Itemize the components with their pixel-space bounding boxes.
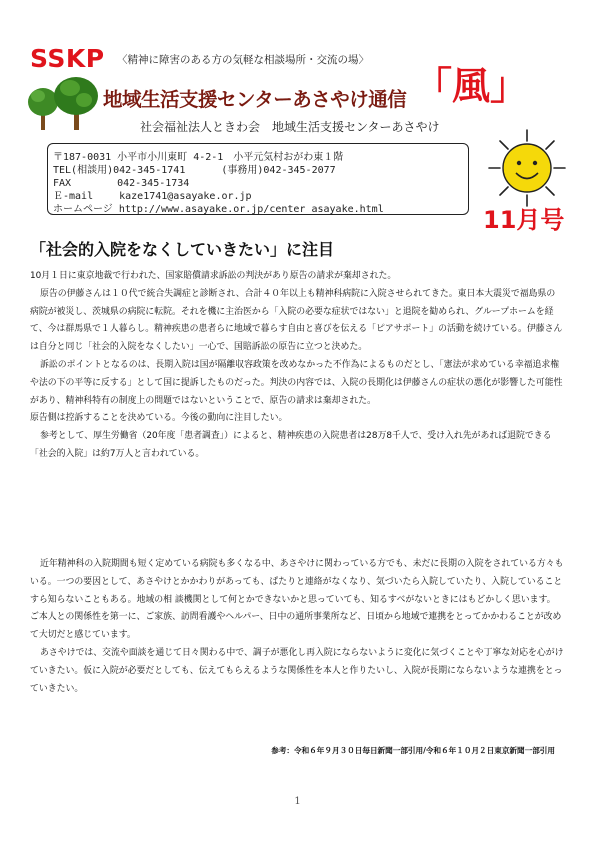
paragraph: 原告側は控訴することを決めている。今後の動向に注目したい。 bbox=[30, 413, 288, 424]
paragraph: 参考として、厚生労働省（20年度「患者調査」）によると、精神疾患の入院患者は28万8千人で、受け入れ先があれば退院できる「社会的入院」は約7万人と言われている。 bbox=[30, 431, 552, 459]
paragraph: 10月１日に東京地裁で行われた、国家賠償請求訴訟の判決があり原告の請求が棄却された。 bbox=[30, 271, 397, 281]
article-body-part1 bbox=[30, 268, 564, 464]
newsletter-name: 「風」 bbox=[414, 64, 529, 108]
article-body-part2 bbox=[30, 556, 564, 698]
paragraph: あさやけでは、交流や面談を通じて日々関わる中で、調子が悪化し再入院にならないように変化に気づくことや丁寧な対応を心がけていきたい。仮に入院が必要だとしても、伝えてもらえるような関係性を本人と作りたいし、入院が長期にならないような連携をとっていきたい。 bbox=[30, 647, 564, 694]
sskp-logo: SSKP bbox=[30, 44, 105, 73]
paragraph: 近年精神科の入院期間も短く定めている病院も多くなる中、あさやけに関わっている方でも、未だに長期の入院をされている方々もいる。一つの要因として、あさやけとかかわりがあっても、ぱたりと連絡がなくなり、気づいたら入院していたり、入院していることすら知らないこともある。地域の相 談機関として何とかできないかと思っていても、知るすべがないときにはもどかしく思います。ご本人との関係性を第一に、ご家族、訪問看護やヘルパー、日中の通所事業所など、日頃から地域で連携をとってかかわることが改めて大切だと感じています。 bbox=[30, 559, 564, 641]
address-line: 〒187-0031 小平市小川東町 4-2-1 小平元気村おがわ東１階 bbox=[53, 152, 344, 163]
email-line: Ｅ-mail kaze1741@asayake.or.jp bbox=[53, 191, 252, 202]
trees-icon bbox=[26, 76, 100, 132]
newsletter-title: 地域生活支援センターあさやけ通信 bbox=[103, 88, 407, 111]
paragraph: 訴訟のポイントとなるのは、長期入院は国が隔離収容政策を改めなかった不作為によるものだとし、「憲法が求めている幸福追求権や法の下の平等に反する」として国に提訴したものだった。判決の内容では、入院の長期化は伊藤さんの症状の悪化が影響した可能性があり、精神科特有の制度上の問題ではないということで、原告の請求は棄却された。 bbox=[30, 359, 563, 406]
organization-name: 社会福祉法人ときわ会 地域生活支援センターあさやけ bbox=[140, 120, 440, 134]
phone-line: TEL(相談用)042-345-1741 (事務用)042-345-2077 bbox=[53, 165, 336, 176]
contact-box bbox=[47, 143, 469, 215]
issue-month: 11月号 bbox=[483, 206, 565, 234]
reference-citation: 参考：令和６年９月３０日毎日新聞一部引用/令和６年１０月２日東京新聞一部引用 bbox=[271, 746, 555, 755]
sun-icon bbox=[485, 126, 569, 210]
page-number: 1 bbox=[294, 796, 301, 807]
fax-line: FAX 042-345-1734 bbox=[53, 178, 190, 189]
article-headline: 「社会的入院をなくしていきたい」に注目 bbox=[30, 240, 335, 259]
tagline: 〈精神に障害のある方の気軽な相談場所・交流の場〉 bbox=[117, 54, 369, 66]
homepage-line: ホームページ http://www.asayake.or.jp/center_asayake.html bbox=[53, 204, 384, 215]
paragraph: 原告の伊藤さんは１０代で統合失調症と診断され、合計４０年以上も精神科病院に入院させられてきた。東日本大震災で福島県の病院が被災し、茨城県の病院に転院。それを機に主治医から「入院の必要な症状ではない」と退院を勧められ、グループホームを経て、今は群馬県で１人暮らし。精神疾患の患者らに地域で暮らす自由と喜びを伝える「ピアサポート」の活動を続けている。伊藤さんは自分と同じ「社会的入院をなくしたい」一心で、国賠訴訟の原告に立つと決めた。 bbox=[30, 288, 563, 353]
